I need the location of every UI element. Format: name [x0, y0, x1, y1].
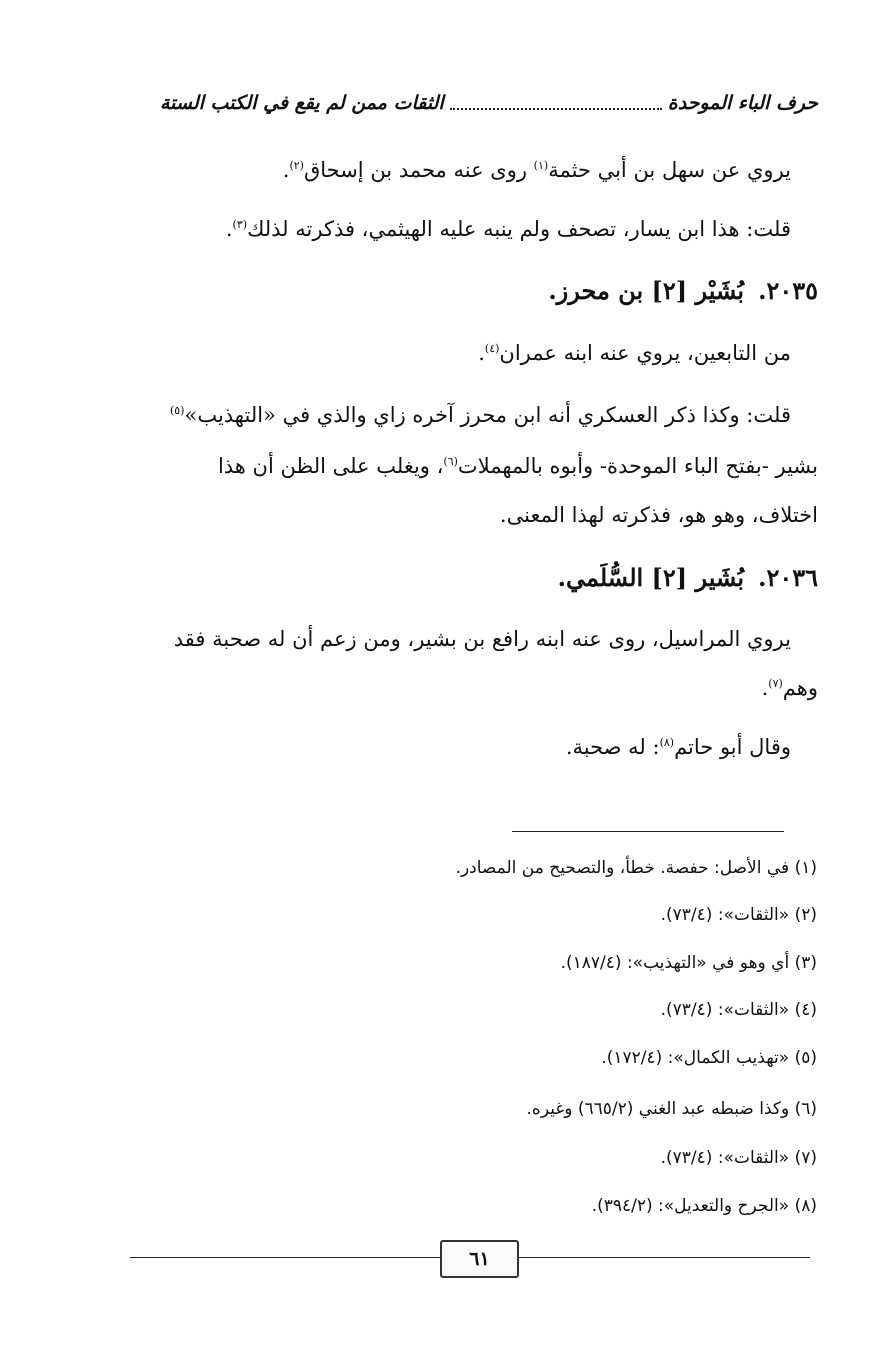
body-line-6: اختلاف، وهو هو، فذكرته لهذا المعنى.: [499, 503, 818, 527]
footnote-6: (٦) وكذا ضبطه عبد الغني (٦٦٥/٢) وغيره.: [526, 1099, 817, 1119]
header-dot-leader: [450, 96, 662, 110]
body-line-5: بشير -بفتح الباء الموحدة- وأبوه بالمهملات$^{(٦)}$، ويغلب على الظن أن هذا: [217, 454, 818, 478]
body-line-8: وهم$^{(٧)}$.: [761, 676, 818, 700]
header-chapter-title: حرف الباء الموحدة: [667, 92, 818, 114]
body-line-2: قلت: هذا ابن يسار، تصحف ولم ينبه عليه الهيثمي، فذكرته لذلك$^{(٣)}$.: [225, 217, 791, 241]
entry-number: ٢٠٣٥.: [758, 276, 818, 305]
footnote-ref: (٨): [659, 736, 675, 749]
footnote-3: (٣) أي وهو في «التهذيب»: (١٨٧/٤).: [560, 953, 817, 973]
footnote-ref: (١): [533, 159, 549, 172]
entry-heading-2035: [548, 274, 818, 308]
footnote-ref: (٣): [232, 218, 248, 231]
footer-rule-right: [519, 1257, 810, 1258]
footnote-ref: (٦): [443, 455, 458, 468]
footnote-separator: [512, 831, 784, 832]
body-line-7: يروي المراسيل، روى عنه ابنه رافع بن بشير، ومن زعم أن له صحبة فقد: [173, 627, 791, 651]
footnote-4: (٤) «الثقات»: (٧٣/٤).: [660, 1000, 817, 1020]
footer-rule-left: [130, 1257, 440, 1258]
body-line-4: قلت: وكذا ذكر العسكري أنه ابن محرز آخره زاي والذي في «التهذيب»$^{(٥)}$: [169, 403, 791, 427]
footnote-ref: (٢): [289, 159, 304, 172]
footnote-ref: (٤): [484, 342, 500, 355]
footnote-8: (٨) «الجرح والتعديل»: (٣٩٤/٢).: [591, 1196, 817, 1216]
footnote-5: (٥) «تهذيب الكمال»: (١٧٢/٤).: [601, 1048, 817, 1068]
footnote-1: (١) في الأصل: حفصة. خطأ، والتصحيح من المصادر.: [455, 858, 817, 878]
footnote-ref: (٥): [169, 404, 185, 417]
running-header: [160, 88, 818, 118]
footnote-2: (٢) «الثقات»: (٧٣/٤).: [660, 905, 817, 925]
entry-heading-2036: [558, 561, 818, 595]
entry-name: بُشَيْر [٢] بن محرز.: [548, 276, 745, 305]
footnote-7: (٧) «الثقات»: (٧٣/٤).: [660, 1148, 817, 1168]
body-line-1: يروي عن سهل بن أبي حثمة$^{(١)}$ روى عنه محمد بن إسحاق$^{(٢)}$.: [282, 158, 791, 182]
header-book-title: الثقات ممن لم يقع في الكتب الستة: [160, 92, 444, 114]
body-line-9: وقال أبو حاتم$^{(٨)}$: له صحبة.: [565, 735, 791, 759]
entry-number: ٢٠٣٦.: [758, 563, 818, 592]
entry-name: بُشَير [٢] السُّلَمي.: [557, 563, 745, 592]
footnote-ref: (٧): [768, 677, 783, 690]
body-line-3: من التابعين، يروي عنه ابنه عمران$^{(٤)}$.: [478, 341, 791, 365]
page-number: ٦١: [440, 1240, 519, 1278]
